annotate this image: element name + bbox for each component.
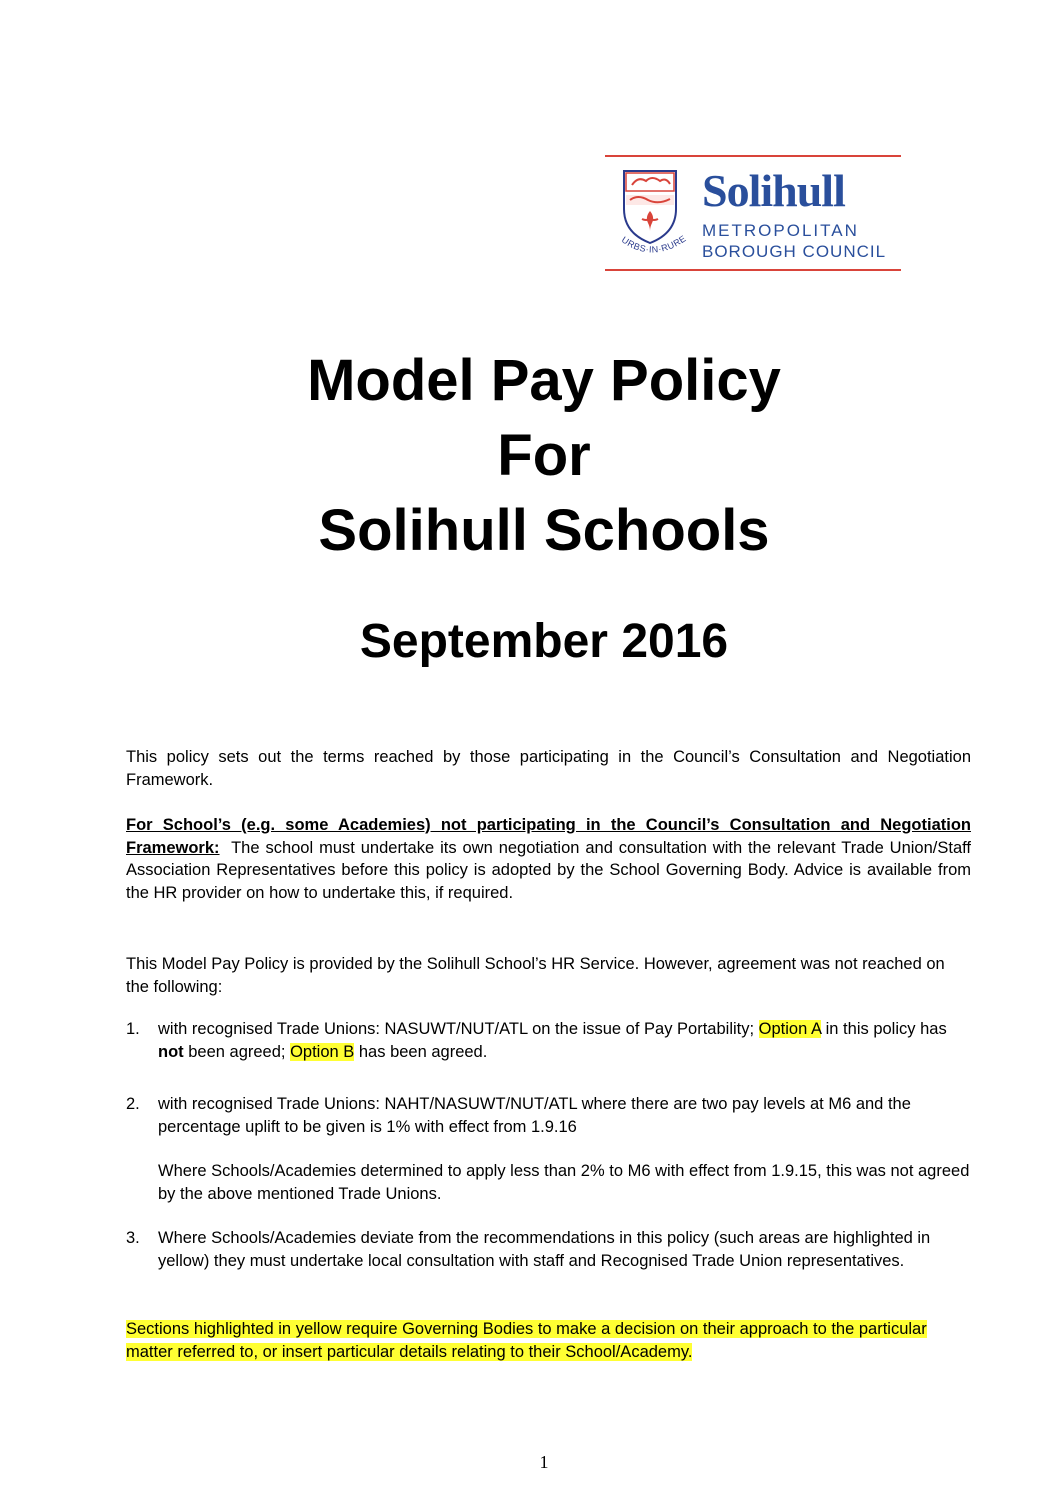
- crest-motto: URBS·IN·RURE: [619, 233, 689, 255]
- title-line-2: For: [497, 423, 591, 488]
- list-number: 3.: [126, 1229, 140, 1247]
- agreement-note: This Model Pay Policy is provided by the Solihull School’s HR Service. However, agreement was not reached on the following:: [126, 955, 945, 996]
- list-item-text: [158, 1018, 970, 1063]
- emphasis-not: not: [158, 1042, 184, 1061]
- highlight-note-text: Sections highlighted in yellow require Governing Bodies to make a decision on their approach to the particular matter referred to, or insert particular details relating to their School/Academy.: [126, 1320, 927, 1361]
- list-item-text: with recognised Trade Unions: NAHT/NASUWT/NUT/ATL where there are two pay levels at M6 and the percentage uplift to be given is 1% with effect from 1.9.16: [158, 1095, 911, 1136]
- non-participating-heading: For School’s (e.g. some Academies) not participating in the Council’s Consultation and Negotiation Framework:: [126, 816, 971, 857]
- page-number: 1: [539, 1452, 549, 1472]
- list-item-text: Where Schools/Academies deviate from the recommendations in this policy (such areas are highlighted in yellow) they must undertake local consultation with staff and Recognised Trade Union representatives.: [158, 1229, 931, 1270]
- list-number: 2.: [126, 1095, 140, 1113]
- intro-paragraph: This policy sets out the terms reached by those participating in the Council’s Consultation and Negotiation Framework.: [126, 748, 971, 789]
- list-number: 1.: [126, 1020, 140, 1038]
- title-line-3: Solihull Schools: [318, 498, 770, 563]
- item-text-part: with recognised Trade Unions: NASUWT/NUT/ATL on the issue of Pay Portability;: [158, 1020, 759, 1038]
- title-line-1: Model Pay Policy: [307, 348, 781, 413]
- brand-name: Solihull: [702, 165, 845, 216]
- option-b-highlight: Option B: [290, 1042, 355, 1061]
- list-item-text: Where Schools/Academies determined to apply less than 2% to M6 with effect from 1.9.15, this was not agreed by the above mentioned Trade Unions.: [158, 1162, 970, 1203]
- option-a-highlight: Option A: [758, 1020, 822, 1038]
- item-text-part: been agreed;: [183, 1042, 291, 1061]
- item-text-part: has been agreed.: [354, 1042, 488, 1061]
- document-date: September 2016: [359, 615, 729, 668]
- non-participating-paragraph: [126, 814, 971, 904]
- council-crest-icon: [618, 167, 698, 263]
- non-participating-text: The school must undertake its own negotiation and consultation with the relevant Trade Union/Staff Association Representatives before this policy is adopted by the School Governing Body. Advice is available from the HR provider on how to undertake this, if required.: [126, 838, 971, 902]
- item-text-part: in this policy has: [821, 1020, 947, 1038]
- brand-line-1: METROPOLITAN: [702, 221, 859, 240]
- highlight-note: [126, 1318, 971, 1363]
- council-logo: [605, 155, 901, 271]
- brand-line-2: BOROUGH COUNCIL: [702, 242, 887, 261]
